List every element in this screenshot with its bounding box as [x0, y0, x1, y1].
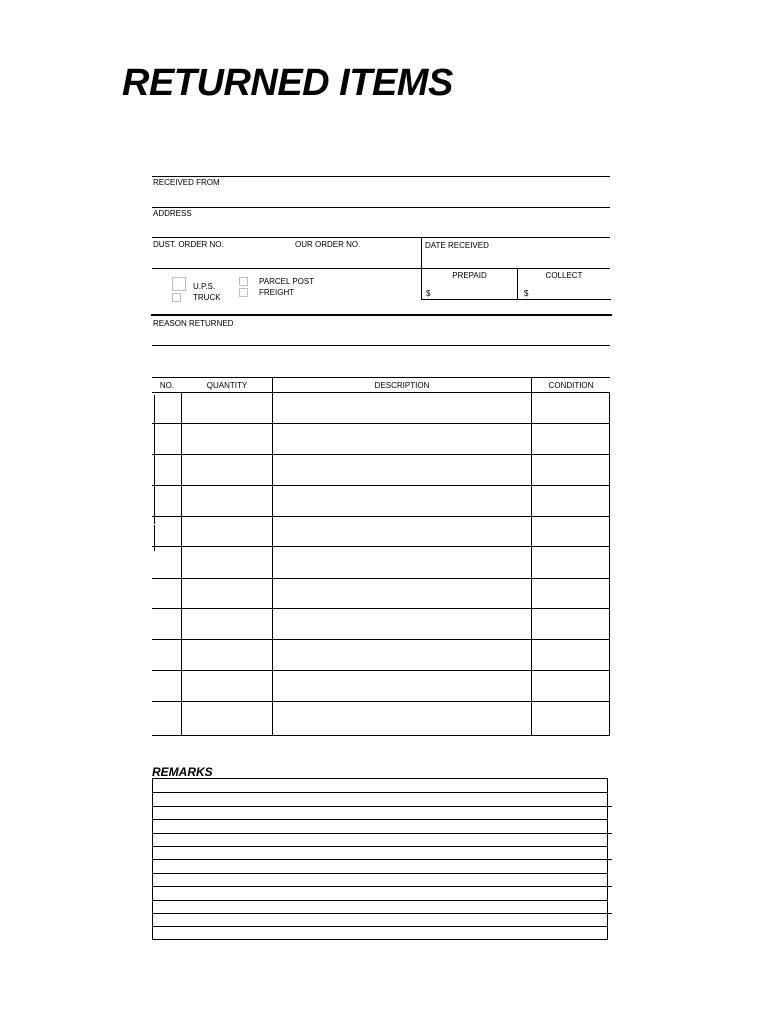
parcel-post-label: PARCEL POST	[259, 277, 315, 286]
received-from-label: RECEIVED FROM	[153, 178, 220, 187]
remarks-line[interactable]	[153, 833, 612, 834]
remarks-line[interactable]	[153, 846, 607, 847]
table-row	[152, 455, 610, 485]
table-row-border	[152, 735, 610, 736]
condition-cell[interactable]	[532, 424, 609, 454]
description-cell[interactable]	[273, 424, 531, 454]
divider	[421, 299, 611, 300]
remarks-line[interactable]	[153, 859, 612, 860]
no-cell[interactable]	[152, 424, 181, 454]
ups-label: U.P.S.	[193, 282, 216, 291]
no-cell[interactable]	[152, 702, 181, 735]
quantity-cell[interactable]	[182, 393, 272, 423]
divider	[152, 237, 610, 238]
no-cell[interactable]	[152, 455, 181, 485]
no-cell[interactable]	[152, 517, 181, 546]
remarks-line[interactable]	[153, 792, 607, 793]
condition-cell[interactable]	[532, 547, 609, 578]
no-cell[interactable]	[152, 579, 181, 608]
remarks-line[interactable]	[153, 873, 607, 874]
collect-currency: $	[524, 289, 529, 298]
divider	[152, 176, 610, 177]
divider	[151, 314, 612, 316]
quantity-cell[interactable]	[182, 486, 272, 516]
quantity-cell[interactable]	[182, 547, 272, 578]
no-cell[interactable]	[152, 671, 181, 701]
table-row	[152, 671, 610, 701]
received-from-field[interactable]	[152, 188, 610, 206]
table-row	[152, 702, 610, 735]
cust-order-no-label: DUST. ORDER NO.	[153, 240, 224, 249]
address-label: ADDRESS	[153, 209, 192, 218]
remarks-line[interactable]	[153, 819, 607, 820]
condition-cell[interactable]	[532, 517, 609, 546]
parcel-post-checkbox[interactable]	[239, 277, 248, 286]
reason-returned-label: REASON RETURNED	[153, 319, 234, 328]
description-cell[interactable]	[273, 702, 531, 735]
prepaid-label: PREPAID	[452, 271, 487, 280]
remarks-box	[152, 778, 608, 940]
table-row	[152, 547, 610, 578]
condition-cell[interactable]	[532, 671, 609, 701]
description-cell[interactable]	[273, 640, 531, 670]
divider	[152, 345, 610, 346]
truck-checkbox[interactable]	[172, 293, 181, 302]
condition-cell[interactable]	[532, 702, 609, 735]
date-received-label: DATE RECEIVED	[425, 241, 489, 250]
condition-cell[interactable]	[532, 455, 609, 485]
truck-label: TRUCK	[193, 293, 221, 302]
quantity-cell[interactable]	[182, 579, 272, 608]
description-cell[interactable]	[273, 671, 531, 701]
quantity-cell[interactable]	[182, 702, 272, 735]
our-order-no-field[interactable]	[294, 250, 420, 267]
quantity-cell[interactable]	[182, 640, 272, 670]
table-row	[152, 486, 610, 516]
table-row	[152, 579, 610, 608]
prepaid-amount-field[interactable]	[434, 284, 516, 298]
collect-label: COLLECT	[545, 271, 583, 280]
collect-amount-field[interactable]	[532, 284, 610, 298]
remarks-title: REMARKS	[152, 765, 213, 779]
table-row	[152, 424, 610, 454]
condition-cell[interactable]	[532, 486, 609, 516]
table-row	[152, 609, 610, 639]
description-cell[interactable]	[273, 609, 531, 639]
description-cell[interactable]	[273, 455, 531, 485]
our-order-no-label: OUR ORDER NO.	[295, 240, 361, 249]
description-cell[interactable]	[273, 547, 531, 578]
description-cell[interactable]	[273, 486, 531, 516]
quantity-cell[interactable]	[182, 455, 272, 485]
col-header-no: NO.	[159, 381, 175, 390]
condition-cell[interactable]	[532, 609, 609, 639]
condition-cell[interactable]	[532, 640, 609, 670]
freight-checkbox[interactable]	[239, 288, 248, 297]
condition-cell[interactable]	[532, 393, 609, 423]
no-cell[interactable]	[152, 609, 181, 639]
reason-returned-field[interactable]	[152, 330, 610, 344]
ups-checkbox[interactable]	[172, 277, 186, 291]
col-header-condition: CONDITION	[548, 381, 594, 390]
quantity-cell[interactable]	[182, 609, 272, 639]
divider	[152, 268, 610, 269]
page-title: RETURNED ITEMS	[122, 62, 453, 104]
table-row	[152, 517, 610, 546]
condition-cell[interactable]	[532, 579, 609, 608]
description-cell[interactable]	[273, 393, 531, 423]
divider	[152, 207, 610, 208]
no-cell[interactable]	[152, 547, 181, 578]
remarks-line[interactable]	[153, 913, 612, 914]
col-header-description: DESCRIPTION	[374, 381, 430, 390]
no-cell[interactable]	[152, 393, 181, 423]
quantity-cell[interactable]	[182, 671, 272, 701]
remarks-line[interactable]	[153, 900, 607, 901]
prepaid-currency: $	[426, 289, 431, 298]
freight-label: FREIGHT	[259, 288, 295, 297]
col-header-quantity: QUANTITY	[206, 381, 248, 390]
description-cell[interactable]	[273, 579, 531, 608]
address-field[interactable]	[152, 219, 610, 237]
quantity-cell[interactable]	[182, 424, 272, 454]
table-row	[152, 640, 610, 670]
table-row	[152, 393, 610, 423]
quantity-cell[interactable]	[182, 517, 272, 546]
remarks-line[interactable]	[153, 886, 612, 887]
table-top-border	[152, 377, 610, 378]
no-cell[interactable]	[152, 486, 181, 516]
cust-order-no-field[interactable]	[152, 250, 292, 267]
remarks-line[interactable]	[153, 926, 607, 927]
no-cell[interactable]	[152, 640, 181, 670]
remarks-line[interactable]	[153, 806, 612, 807]
description-cell[interactable]	[273, 517, 531, 546]
date-received-field[interactable]	[422, 251, 610, 267]
